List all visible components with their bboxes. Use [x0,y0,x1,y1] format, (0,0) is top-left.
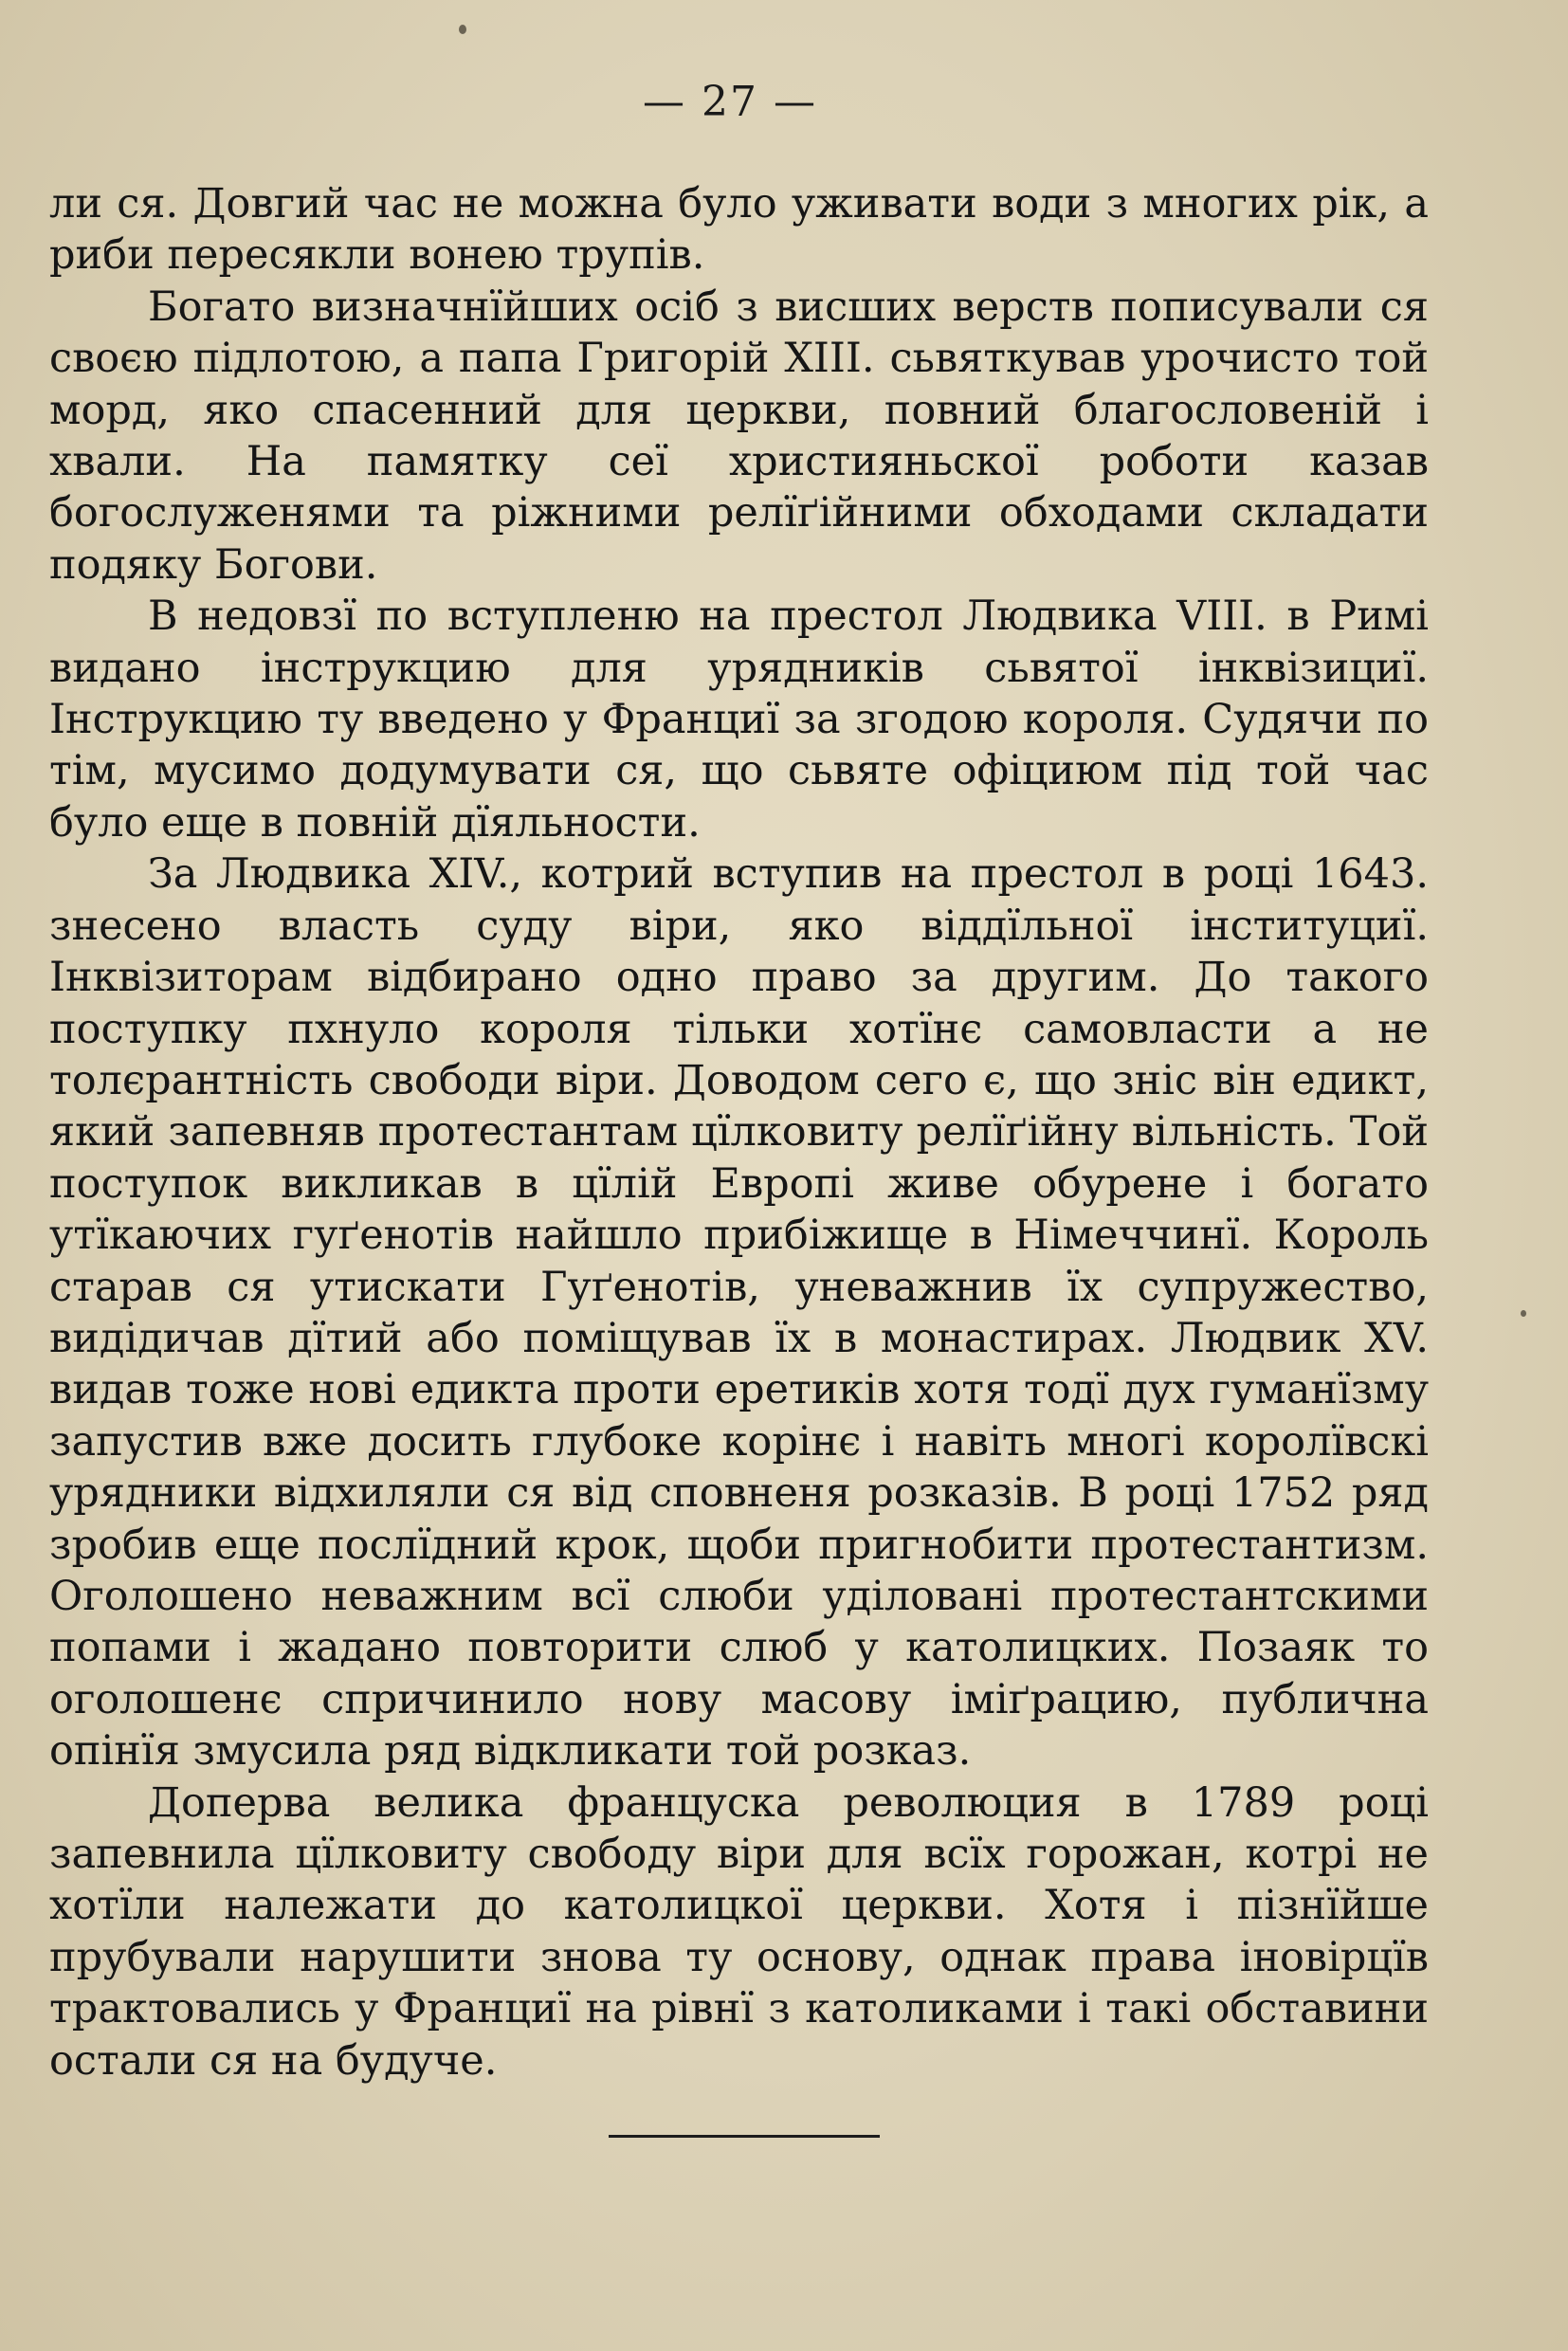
end-divider [609,2135,880,2138]
ink-speck [1521,1310,1526,1317]
paragraph: В недовзї по вступленю на престол Людвика VIII. в Римі видано інструкцию для урядників сьвятої інквізициї. Інструкцию ту введено у Франциї за згодою короля. Судячи по тім, мусимо додумувати ся, що сьвяте офіциюм під той час було еще в повній дїяльности. [49,592,1429,847]
page-number: — 27 — [643,78,817,126]
body-text [49,178,1429,2087]
paragraph: За Людвика XIV., котрий вступив на престол в році 1643. знесено власть суду віри, яко віддїльної інституциї. Інквізиторам відбирано одно право за другим. До такого поступку пхнуло короля тільки хотїнє самовласти а не толєрантність свободи віри. Доводом сего є, що зніс він едикт, який запевняв протестантам цїлковиту релїґійну вільність. Той поступок викликав в цїлій Европі живе обурене і богато утїкаючих гуґенотів найшло прибіжище в Німеччинї. Король старав ся утискати Гуґенотів, уневажнив їх супружество, видідичав дїтий або поміщував їх в монастирах. Людвик XV. видав тоже нові едикта проти еретиків хотя тодї дух гуманїзму запустив вже досить глубоке корінє і навіть многі королївскі урядники відхиляли ся від сповненя розказів. В році 1752 ряд зробив еще послїдний крок, щоби пригнобити протестантизм. Оголошено неважним всї слюби уділовані протестантскими попами і жадано повторити слюб у католицких. Позаяк то оголошенє спричинило нову масову іміґрацию, публична опінїя змусила ряд відкликати той розказ. [49,850,1429,1776]
ink-speck [459,25,466,34]
paragraph: Богато визначнїйших осіб з висших верств пописували ся своєю підлотою, а папа Григорій XIII. сьвяткував урочисто той морд, яко спасенний для церкви, повний благословеній і хвали. На памятку сеї християньскої роботи казав богослуженями та ріжними релїґійними обходами складати подяку Богови. [49,282,1429,589]
paragraph: ли ся. Довгий час не можна було уживати води з многих рік, а риби пересякли вонею трупів. [49,180,1429,280]
paragraph: Доперва велика францускa революция в 1789 році запевнила цїлковиту свободу віри для всїх горожан, котрі не хотїли належати до католицкої церкви. Хотя і пізнїйше прубували нарушити знова ту основу, однак права іновірцїв трактовались у Франциї на рівнї з католиками і такі обставини остали ся на будуче. [49,1778,1429,2085]
